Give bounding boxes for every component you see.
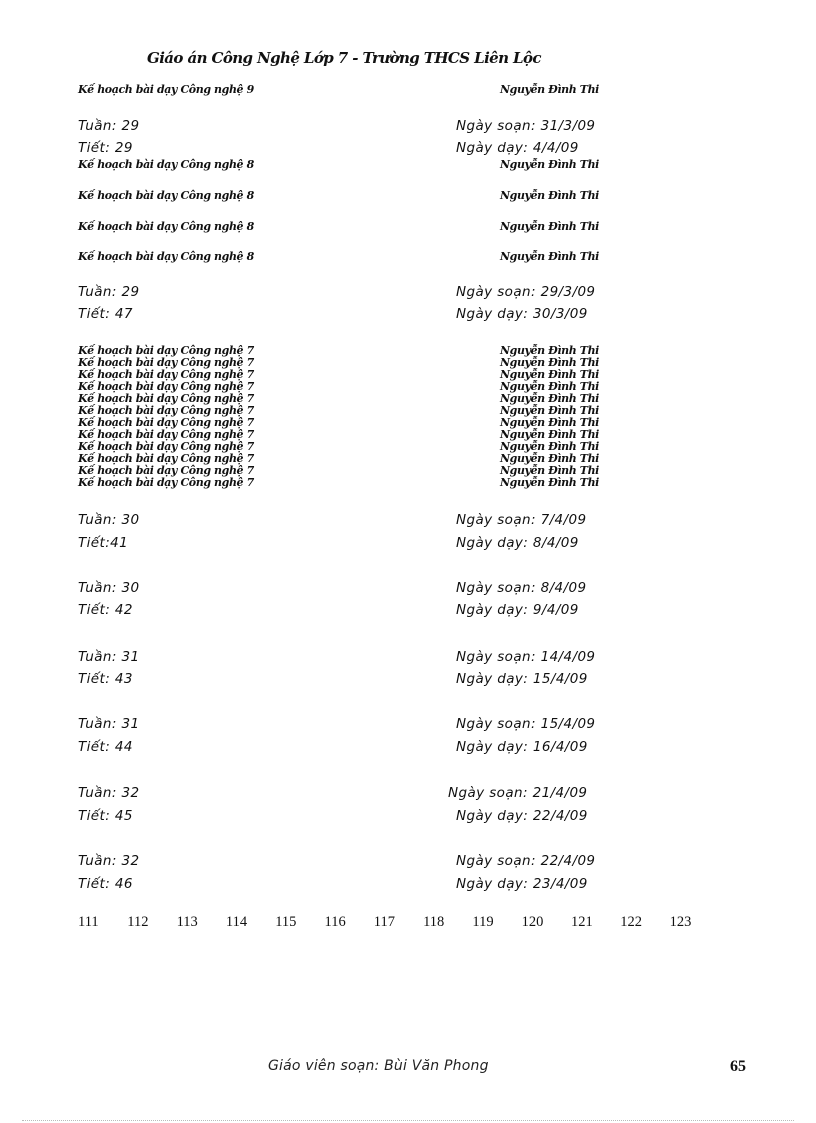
sequence-number: 119: [472, 914, 494, 930]
author-stack: [500, 345, 599, 489]
sequence-number: 115: [275, 914, 297, 930]
teach-date: Ngày dạy: 9/4/09: [456, 602, 579, 618]
sequence-number: 123: [669, 914, 692, 930]
author-name: Nguyễn Đình Thi: [500, 368, 599, 381]
page-number-sequence: [78, 914, 719, 931]
prep-date: Ngày soạn: 29/3/09: [456, 284, 596, 300]
plan-label: Kế hoạch bài dạy Công nghệ 8: [78, 189, 254, 202]
sequence-number: 111: [78, 914, 99, 930]
author-name: Nguyễn Đình Thi: [500, 380, 599, 393]
plan-label: Kế hoạch bài dạy Công nghệ 8: [78, 158, 254, 171]
teach-date: Ngày dạy: 4/4/09: [456, 140, 579, 156]
week-label: Tuần: 30: [78, 580, 140, 596]
sequence-number: 122: [620, 914, 643, 930]
plan-label: Kế hoạch bài dạy Công nghệ 7: [78, 368, 254, 381]
plan-label: Kế hoạch bài dạy Công nghệ 9: [78, 83, 254, 96]
author-name: Nguyễn Đình Thi: [500, 344, 599, 357]
week-label: Tuần: 32: [78, 785, 140, 801]
sequence-number: 116: [324, 914, 346, 930]
page-bottom-divider: [22, 1120, 794, 1121]
prep-date: Ngày soạn: 22/4/09: [456, 853, 596, 869]
teach-date: Ngày dạy: 30/3/09: [456, 306, 588, 322]
author-name: Nguyễn Đình Thi: [500, 428, 599, 441]
plan-label: Kế hoạch bài dạy Công nghệ 7: [78, 392, 254, 405]
lesson-label: Tiết: 47: [78, 306, 133, 322]
week-label: Tuần: 32: [78, 853, 140, 869]
teach-date: Ngày dạy: 16/4/09: [456, 739, 588, 755]
week-label: Tuần: 31: [78, 649, 140, 665]
lesson-label: Tiết: 42: [78, 602, 133, 618]
author-name: Nguyễn Đình Thi: [500, 452, 599, 465]
week-label: Tuần: 31: [78, 716, 140, 732]
lesson-label: Tiết: 43: [78, 671, 133, 687]
teach-date: Ngày dạy: 23/4/09: [456, 876, 588, 892]
week-label: Tuần: 29: [78, 118, 140, 134]
sequence-number: 117: [373, 914, 395, 930]
plan-label-stack: [78, 345, 254, 489]
plan-label: Kế hoạch bài dạy Công nghệ 7: [78, 404, 254, 417]
week-label: Tuần: 30: [78, 512, 140, 528]
plan-label: Kế hoạch bài dạy Công nghệ 7: [78, 380, 254, 393]
author-name: Nguyễn Đình Thi: [500, 250, 599, 263]
sequence-number: 113: [176, 914, 198, 930]
prep-date: Ngày soạn: 15/4/09: [456, 716, 596, 732]
sequence-number: 121: [570, 914, 593, 930]
prep-date: Ngày soạn: 7/4/09: [456, 512, 587, 528]
plan-label: Kế hoạch bài dạy Công nghệ 7: [78, 476, 254, 489]
author-name: Nguyễn Đình Thi: [500, 189, 599, 202]
author-name: Nguyễn Đình Thi: [500, 476, 599, 489]
prep-date: Ngày soạn: 21/4/09: [448, 785, 588, 801]
author-name: Nguyễn Đình Thi: [500, 416, 599, 429]
plan-label: Kế hoạch bài dạy Công nghệ 7: [78, 416, 254, 429]
sequence-number: 118: [423, 914, 445, 930]
author-name: Nguyễn Đình Thi: [500, 356, 599, 369]
plan-label: Kế hoạch bài dạy Công nghệ 7: [78, 440, 254, 453]
plan-label: Kế hoạch bài dạy Công nghệ 7: [78, 344, 254, 357]
sequence-number: 112: [127, 914, 149, 930]
document-header: Giáo án Công Nghệ Lớp 7 - Trường THCS Liên Lộc: [147, 49, 541, 67]
author-name: Nguyễn Đình Thi: [500, 464, 599, 477]
plan-label: Kế hoạch bài dạy Công nghệ 7: [78, 428, 254, 441]
footer-teacher: Giáo viên soạn: Bùi Văn Phong: [268, 1058, 489, 1074]
plan-label: Kế hoạch bài dạy Công nghệ 7: [78, 464, 254, 477]
lesson-label: Tiết: 29: [78, 140, 133, 156]
author-name: Nguyễn Đình Thi: [500, 158, 599, 171]
author-name: Nguyễn Đình Thi: [500, 404, 599, 417]
teach-date: Ngày dạy: 15/4/09: [456, 671, 588, 687]
sequence-number: 114: [225, 914, 248, 930]
author-name: Nguyễn Đình Thi: [500, 83, 599, 96]
lesson-label: Tiết: 45: [78, 808, 133, 824]
lesson-label: Tiết:41: [78, 535, 129, 551]
week-label: Tuần: 29: [78, 284, 140, 300]
author-name: Nguyễn Đình Thi: [500, 440, 599, 453]
author-name: Nguyễn Đình Thi: [500, 392, 599, 405]
sequence-number: 120: [521, 914, 544, 930]
teach-date: Ngày dạy: 22/4/09: [456, 808, 588, 824]
prep-date: Ngày soạn: 8/4/09: [456, 580, 587, 596]
author-name: Nguyễn Đình Thi: [500, 220, 599, 233]
plan-label: Kế hoạch bài dạy Công nghệ 7: [78, 356, 254, 369]
page-number: 65: [730, 1058, 746, 1075]
plan-label: Kế hoạch bài dạy Công nghệ 8: [78, 220, 254, 233]
teach-date: Ngày dạy: 8/4/09: [456, 535, 579, 551]
plan-label: Kế hoạch bài dạy Công nghệ 8: [78, 250, 254, 263]
plan-label: Kế hoạch bài dạy Công nghệ 7: [78, 452, 254, 465]
lesson-label: Tiết: 46: [78, 876, 133, 892]
lesson-label: Tiết: 44: [78, 739, 133, 755]
prep-date: Ngày soạn: 14/4/09: [456, 649, 596, 665]
prep-date: Ngày soạn: 31/3/09: [456, 118, 596, 134]
